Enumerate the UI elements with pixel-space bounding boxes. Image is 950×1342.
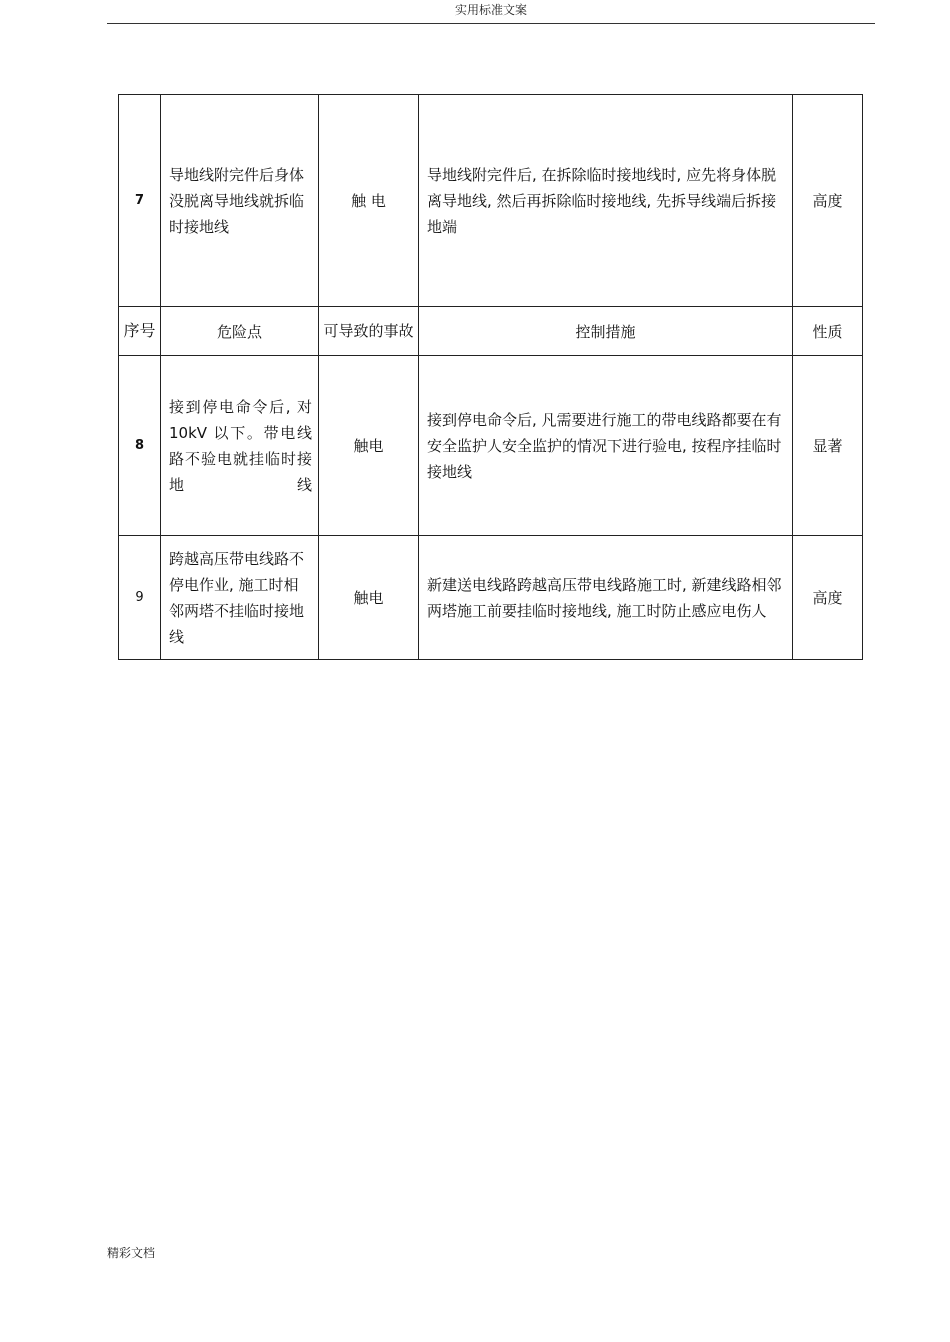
level-cell: 高度 — [793, 95, 863, 307]
row-number: 7 — [119, 95, 161, 307]
hazard-cell: 接到停电命令后, 对 10kV 以下。带电线路不验电就挂临时接地线 — [161, 356, 319, 536]
accident-cell: 触电 — [319, 536, 419, 660]
level-cell: 高度 — [793, 536, 863, 660]
control-cell: 新建送电线路跨越高压带电线路施工时, 新建线路相邻两塔施工前要挂临时接地线, 施工时防止感应电伤人 — [419, 536, 793, 660]
hazard-cell: 跨越高压带电线路不停电作业, 施工时相邻两塔不挂临时接地线 — [161, 536, 319, 660]
level-cell: 显著 — [793, 356, 863, 536]
table-row — [119, 536, 863, 660]
accident-cell: 触 电 — [319, 95, 419, 307]
page-footer — [107, 1244, 155, 1261]
header-control: 控制措施 — [419, 307, 793, 356]
row-number: 8 — [119, 356, 161, 536]
header-num: 序号 — [119, 307, 161, 356]
row-number: 9 — [119, 536, 161, 660]
control-cell: 导地线附完件后, 在拆除临时接地线时, 应先将身体脱离导地线, 然后再拆除临时接地线, 先拆导线端后拆接地端 — [419, 95, 793, 307]
header-hazard: 危险点 — [161, 307, 319, 356]
footer-text: 精彩文档 — [107, 1246, 156, 1260]
accident-cell: 触电 — [319, 356, 419, 536]
table-row — [119, 95, 863, 307]
hazard-table — [118, 94, 863, 660]
hazard-cell: 导地线附完件后身体没脱离导地线就拆临时接地线 — [161, 95, 319, 307]
table-row — [119, 356, 863, 536]
table-header-row — [119, 307, 863, 356]
header-title: 实用标准文案 — [454, 3, 527, 17]
control-cell: 接到停电命令后, 凡需要进行施工的带电线路都要在有安全监护人安全监护的情况下进行验电, 按程序挂临时接地线 — [419, 356, 793, 536]
header-accident: 可导致的事故 — [319, 307, 419, 356]
header-level: 性质 — [793, 307, 863, 356]
page-header — [107, 0, 875, 24]
